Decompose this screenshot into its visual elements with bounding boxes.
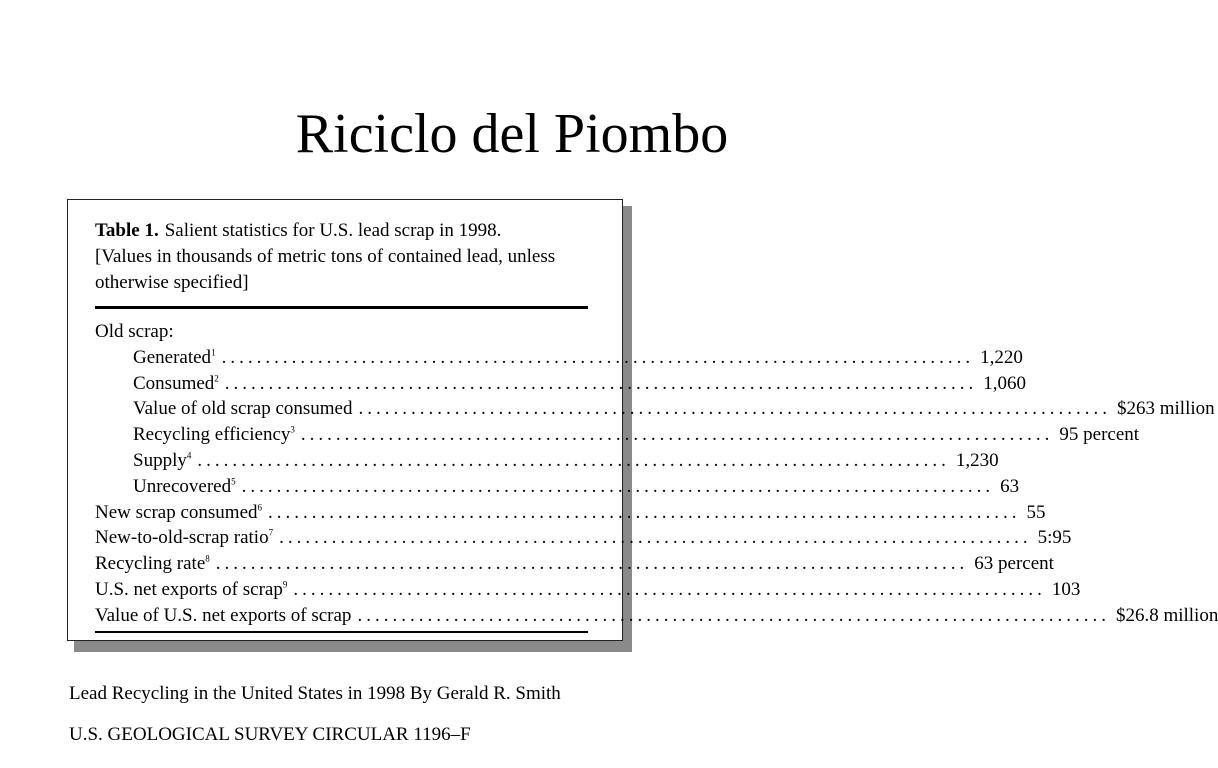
dot-leader: ...................................................................................... <box>358 398 1111 420</box>
row-value: 63 <box>1000 475 1020 497</box>
row-label: Recycling rate$^8$ <box>95 553 210 575</box>
table-row <box>95 371 1027 397</box>
table-row <box>95 448 999 474</box>
dot-leader: ...................................................................................... <box>221 346 975 368</box>
row-value: 55 <box>1026 501 1046 523</box>
table-note-line-1: [Values in thousands of metric tons of contained lead, unless <box>95 246 556 267</box>
dot-leader: ...................................................................................... <box>224 372 978 394</box>
table-header <box>95 218 615 296</box>
row-value: 5:95 <box>1037 527 1072 549</box>
dot-leader: ...................................................................................... <box>293 578 1046 600</box>
row-label: New scrap consumed$^6$ <box>95 501 263 523</box>
slide-title: Riciclo del Piombo <box>295 103 729 165</box>
row-value: 1,220 <box>980 346 1023 368</box>
dot-leader: ...................................................................................... <box>268 501 1021 523</box>
table-row <box>95 525 1072 551</box>
row-label: Value of U.S. net exports of scrap <box>95 604 352 626</box>
row-label: Generated$^1$ <box>133 346 216 368</box>
dot-leader: ...................................................................................... <box>215 553 969 575</box>
table-body <box>95 319 1218 629</box>
statistics-table-image <box>67 199 1218 641</box>
row-label: Supply$^4$ <box>133 449 192 471</box>
table-row <box>95 551 1054 577</box>
dot-leader: ...................................................................................... <box>197 449 950 471</box>
row-value: $26.8 million <box>1115 604 1218 626</box>
table-bottom-rule <box>95 631 588 633</box>
row-value: 95 percent <box>1059 424 1140 446</box>
table-row <box>95 474 1020 500</box>
row-label: Value of old scrap consumed <box>133 398 353 420</box>
source-citation: Lead Recycling in the United States in 1998 By Gerald R. Smith <box>69 683 561 704</box>
table-row <box>95 500 1046 526</box>
dot-leader: ...................................................................................... <box>357 604 1110 626</box>
table-row <box>95 396 1215 422</box>
dot-leader: ...................................................................................... <box>300 424 1054 446</box>
row-value: 103 <box>1051 578 1081 600</box>
table-row <box>95 422 1140 448</box>
dot-leader: ...................................................................................... <box>279 527 1032 549</box>
table-row <box>95 577 1081 603</box>
table-row <box>95 603 1218 629</box>
section-old-scrap: Old scrap: <box>95 321 174 342</box>
row-value: 1,230 <box>955 449 999 471</box>
row-value: 63 percent <box>974 553 1054 575</box>
table-label: Table 1. <box>95 220 159 241</box>
source-publication: U.S. GEOLOGICAL SURVEY CIRCULAR 1196–F <box>69 724 471 745</box>
row-value: $263 million <box>1117 398 1215 420</box>
row-value: 1,060 <box>983 372 1027 394</box>
table-top-rule <box>95 306 588 309</box>
table-row <box>95 345 1023 371</box>
row-label: Consumed$^2$ <box>133 372 219 394</box>
row-label: New-to-old-scrap ratio$^7$ <box>95 527 274 549</box>
row-label: Unrecovered$^5$ <box>133 475 236 497</box>
row-label: Recycling efficiency$^3$ <box>133 424 295 446</box>
table-note-line-2: otherwise specified] <box>95 272 249 293</box>
dot-leader: ...................................................................................... <box>241 475 995 497</box>
table-caption <box>95 218 615 244</box>
table-caption-text: Salient statistics for U.S. lead scrap in 1998. <box>164 220 502 241</box>
row-label: U.S. net exports of scrap$^9$ <box>95 578 288 600</box>
